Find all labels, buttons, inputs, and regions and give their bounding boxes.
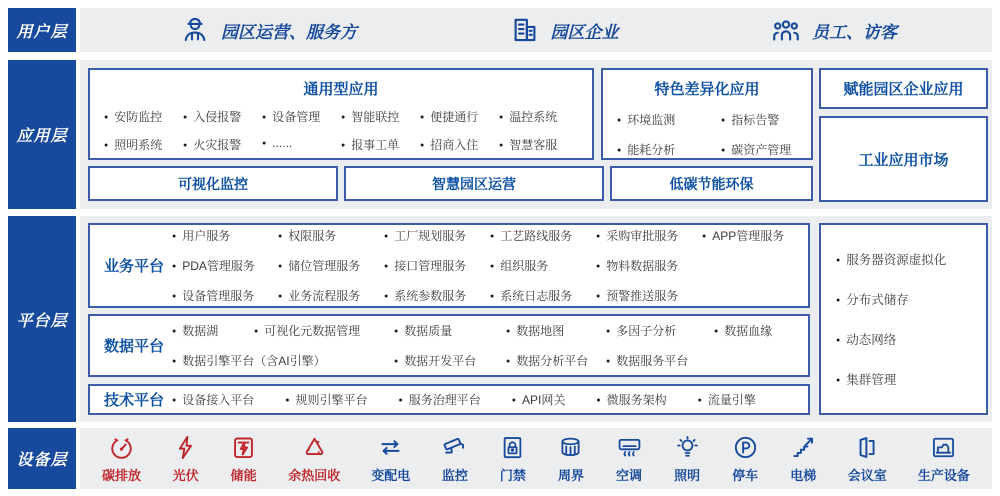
platform-layer-row (8, 216, 992, 422)
transfer-arrows-icon (377, 434, 404, 461)
device-label: 照明 (674, 467, 701, 483)
business-platform-box (88, 223, 810, 308)
device-label: 周界 (557, 467, 584, 483)
app-item: ● 报事工单 (341, 136, 420, 153)
platform-item: ● 多因子分析 (606, 322, 714, 339)
app-item: ● 能耗分析 (617, 141, 721, 158)
platform-item: ● 可视化元数据管理 (254, 322, 394, 339)
app-item: ● 设备管理 (262, 108, 341, 125)
user-layer-row (8, 8, 992, 52)
platform-item: ● 规则引擎平台 (285, 391, 367, 408)
user-group-operator (180, 15, 357, 45)
platform-item: ● 设备管理服务 (172, 287, 278, 304)
lock-icon (499, 434, 526, 461)
general-apps-title: 通用型应用 (303, 81, 379, 98)
user-layer-label: 用户层 (8, 8, 76, 52)
user-layer-band (80, 8, 992, 52)
user-group-label: 园区企业 (550, 22, 619, 42)
device-label: 余热回收 (288, 467, 341, 483)
infra-item: ● 服务器资源虚拟化 (836, 250, 986, 268)
gauge-icon (108, 434, 135, 461)
platform-item: ● 系统日志服务 (490, 287, 596, 304)
device-label: 门禁 (499, 467, 526, 483)
device-item-elevator (790, 434, 817, 484)
app-item: ● ...... (262, 136, 341, 153)
platform-item: ● 微服务架构 (596, 391, 666, 408)
parking-icon (732, 434, 759, 461)
infrastructure-box (819, 223, 988, 415)
device-item-meeting-room (848, 434, 887, 484)
business-platform-title: 业务平台 (104, 258, 165, 275)
device-item-storage (230, 434, 257, 484)
platform-item: ● 数据服务平台 (606, 352, 714, 369)
ac-icon (616, 434, 643, 461)
app-item: ● 安防监控 (104, 108, 183, 125)
platform-item: ● 业务流程服务 (278, 287, 384, 304)
industry-market-title: 工业应用市场 (858, 151, 949, 169)
tech-platform-title: 技术平台 (104, 392, 165, 409)
worker-icon (180, 15, 210, 45)
app-item: ● 指标告警 (721, 111, 797, 128)
device-label: 变配电 (371, 467, 411, 483)
platform-layer-band (80, 216, 992, 422)
device-label: 电梯 (790, 467, 817, 483)
empower-apps-box (819, 68, 988, 109)
business-platform-grid (172, 227, 808, 304)
smart-park-ops-box (344, 166, 604, 201)
app-item: ● 便捷通行 (420, 108, 499, 125)
infra-item: ● 集群管理 (836, 370, 986, 388)
device-item-access (499, 434, 526, 484)
data-platform-grid (172, 322, 808, 369)
smart-park-ops-title: 智慧园区运营 (432, 175, 516, 192)
device-label: 会议室 (847, 467, 887, 483)
special-apps-box (601, 68, 813, 160)
visual-monitor-title: 可视化监控 (178, 175, 248, 192)
data-platform-title: 数据平台 (104, 338, 165, 355)
platform-item: ● 权限服务 (278, 227, 384, 244)
special-apps-grid (603, 111, 811, 158)
application-layer-band (80, 60, 992, 209)
platform-item: ● 用户服务 (172, 227, 278, 244)
device-item-parking (732, 434, 759, 484)
app-item: ● 智能联控 (341, 108, 420, 125)
application-layer-label: 应用层 (8, 60, 76, 209)
low-carbon-title: 低碳节能环保 (669, 175, 754, 192)
empower-apps-title: 赋能园区企业应用 (843, 81, 964, 98)
platform-item: ● 数据开发平台 (394, 352, 506, 369)
device-label: 停车 (732, 467, 759, 483)
building-icon (510, 15, 540, 45)
device-label: 空调 (616, 467, 643, 483)
user-group-label: 园区运营、服务方 (221, 22, 357, 42)
device-item-cctv (441, 434, 468, 484)
platform-item: ● 数据血缘 (714, 322, 808, 339)
platform-item: ● 接口管理服务 (384, 257, 490, 274)
device-label: 储能 (230, 467, 257, 483)
general-apps-grid (90, 108, 592, 153)
device-label: 生产设备 (917, 467, 970, 483)
perimeter-icon (557, 434, 584, 461)
app-item: ● 智慧客服 (499, 136, 578, 153)
user-group-enterprise (510, 15, 619, 45)
platform-item: ● 数据地图 (506, 322, 606, 339)
industry-market-box (819, 116, 988, 202)
platform-item: ● 工厂规划服务 (384, 227, 490, 244)
device-label: 光伏 (172, 467, 199, 483)
device-item-production (918, 434, 970, 484)
device-item-lighting (674, 434, 701, 484)
device-item-perimeter (557, 434, 584, 484)
device-item-solar (172, 434, 199, 484)
visual-monitor-box (88, 166, 338, 201)
user-group-staff (771, 15, 897, 45)
bulb-icon (674, 434, 701, 461)
machine-icon (930, 434, 957, 461)
platform-item: ● APP管理服务 (702, 227, 808, 244)
platform-item: ● PDA管理服务 (172, 257, 278, 274)
special-apps-title: 特色差异化应用 (654, 81, 760, 98)
platform-item: ● 数据湖 (172, 322, 254, 339)
device-item-power (371, 434, 410, 484)
platform-item: ● 数据质量 (394, 322, 506, 339)
infra-item: ● 分布式储存 (836, 290, 986, 308)
app-item: ● 温控系统 (499, 108, 578, 125)
platform-item: ● 预警推送服务 (596, 287, 702, 304)
platform-item: ● 工艺路线服务 (490, 227, 596, 244)
app-item: ● 入侵报警 (183, 108, 262, 125)
application-layer-row (8, 60, 992, 209)
tech-platform-box (88, 384, 810, 415)
device-item-ac (616, 434, 643, 484)
platform-layer-label: 平台层 (8, 216, 76, 422)
app-item: ● 环境监测 (617, 111, 721, 128)
data-platform-box (88, 314, 810, 377)
device-item-heat-recovery (288, 434, 340, 484)
platform-item: ● 组织服务 (490, 257, 596, 274)
lightning-icon (172, 434, 199, 461)
escalator-icon (790, 434, 817, 461)
user-group-label: 员工、访客 (812, 22, 897, 42)
platform-item: ● 服务治理平台 (399, 391, 481, 408)
platform-item: ● API网关 (512, 391, 566, 408)
device-layer-band (80, 428, 992, 489)
app-item: ● 招商入住 (420, 136, 499, 153)
device-layer-label: 设备层 (8, 428, 76, 489)
platform-item: ● 流量引擎 (698, 391, 756, 408)
platform-item: ● 数据分析平台 (506, 352, 606, 369)
low-carbon-box (610, 166, 813, 201)
device-layer-row (8, 428, 992, 489)
device-label: 碳排放 (102, 467, 142, 483)
app-item: ● 碳资产管理 (721, 141, 797, 158)
people-icon (771, 15, 801, 45)
platform-item: ● 数据引擎平台（含AI引擎） (172, 352, 394, 369)
platform-item: ● 设备接入平台 (172, 391, 254, 408)
general-apps-box (88, 68, 594, 160)
platform-item: ● 采购审批服务 (596, 227, 702, 244)
recycle-icon (301, 434, 328, 461)
device-label: 监控 (441, 467, 468, 483)
platform-item: ● 储位管理服务 (278, 257, 384, 274)
platform-item: ● 系统参数服务 (384, 287, 490, 304)
battery-icon (230, 434, 257, 461)
door-icon (854, 434, 881, 461)
device-item-carbon (102, 434, 141, 484)
platform-item: ● 物料数据服务 (596, 257, 702, 274)
cctv-icon (441, 434, 468, 461)
tech-platform-list (172, 391, 808, 408)
infra-item: ● 动态网络 (836, 330, 986, 348)
app-item: ● 照明系统 (104, 136, 183, 153)
app-item: ● 火灾报警 (183, 136, 262, 153)
